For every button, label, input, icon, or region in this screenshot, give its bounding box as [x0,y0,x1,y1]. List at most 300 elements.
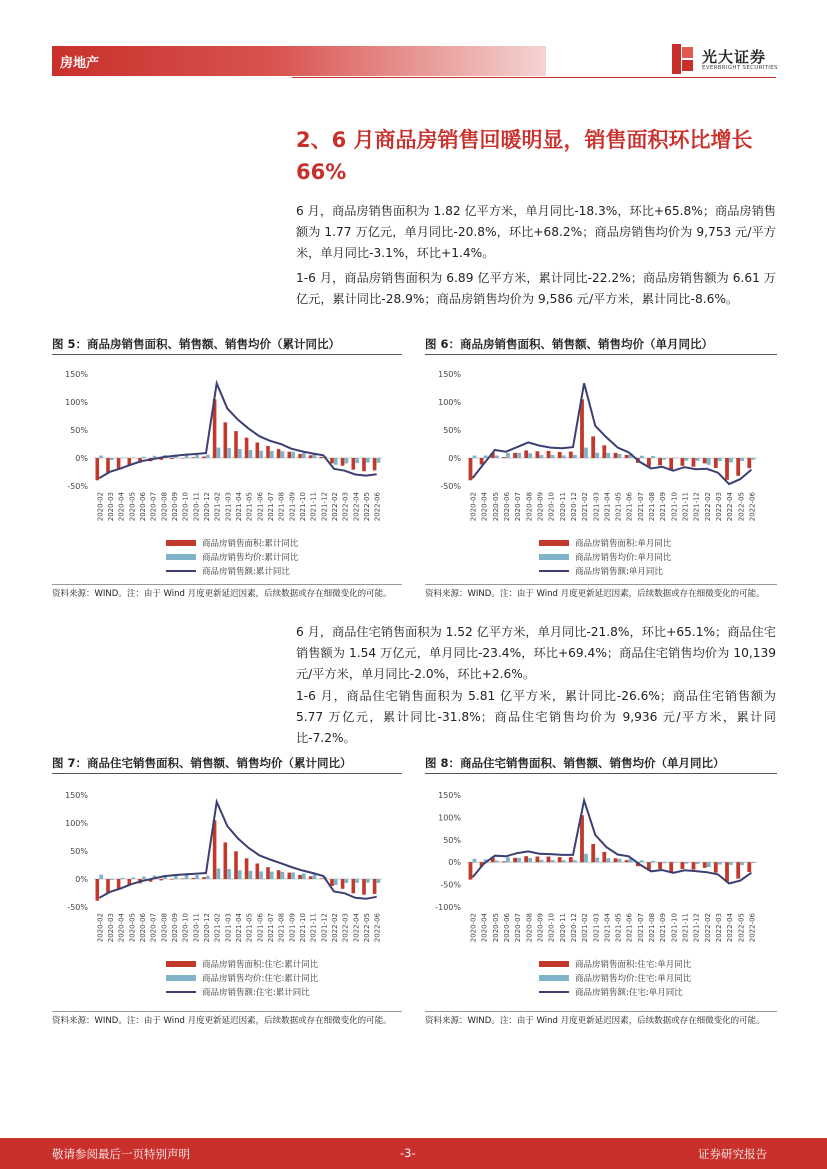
x-tick-label: 2021-03 [224,913,233,943]
legend-swatch [166,961,196,967]
bar-price [473,456,477,458]
bar-area [614,453,618,458]
bar-price [584,448,588,458]
x-tick-label: 2021-09 [659,492,668,522]
x-tick-label: 2021-07 [267,913,275,943]
x-tick-label: 2020-04 [117,492,126,522]
figure-7-bottom-rule [52,1011,402,1012]
y-tick-label: 150% [438,791,461,800]
bar-price [334,458,338,465]
bar-area [256,864,260,880]
bar-price [238,870,242,879]
x-tick-label: 2022-03 [715,492,723,522]
bar-area [558,452,562,458]
x-tick-label: 2021-04 [235,913,243,943]
bar-area [309,876,313,879]
x-tick-label: 2020-07 [149,913,158,943]
x-tick-label: 2021-11 [681,492,690,522]
x-tick-label: 2020-08 [525,913,534,943]
y-tick-label: -50% [67,903,88,912]
x-tick-label: 2021-04 [235,492,243,522]
bar-area [502,861,506,862]
bar-price [595,858,599,863]
x-tick-label: 2020-08 [160,492,169,522]
x-tick-label: 2021-05 [245,492,254,522]
bar-area [352,879,356,893]
bar-area [224,842,228,879]
bar-price [121,878,125,879]
bar-area [202,457,206,459]
bar-price [355,458,359,463]
bar-area [352,458,356,470]
bar-area [703,862,707,868]
bar-area [524,450,528,458]
figure-7-chart [52,783,402,1008]
bar-price [673,458,677,459]
y-tick-label: -50% [440,880,461,890]
bar-area [658,862,662,869]
bar-price [366,458,370,463]
bar-area [373,879,377,894]
bar-area [569,452,573,458]
x-tick-label: 2020-11 [192,913,201,943]
x-tick-label: 2021-09 [288,492,297,522]
bar-price [584,854,588,862]
bar-area [202,877,206,879]
bar-price [355,879,359,883]
bar-area [602,445,606,458]
y-tick-label: 0% [448,858,461,868]
bar-price [540,860,544,862]
x-tick-label: 2020-02 [469,492,478,522]
x-tick-label: 2022-02 [331,492,339,522]
bar-area [362,458,366,471]
legend-swatch [539,961,569,967]
x-tick-label: 2020-06 [139,913,147,943]
y-tick-label: -50% [67,482,88,491]
figure-6-chart [425,362,777,582]
bar-price [345,458,349,463]
bar-price [377,879,381,883]
x-tick-label: 2021-02 [581,913,590,943]
x-tick-label: 2020-06 [503,913,511,943]
x-tick-label: 2020-07 [149,492,158,522]
bar-area [288,452,292,458]
bar-price [110,458,114,460]
x-tick-label: 2020-05 [128,492,137,522]
x-tick-label: 2021-06 [256,492,265,522]
bar-price [195,875,199,879]
x-tick-label: 2021-06 [625,492,634,522]
bar-area [591,844,595,862]
bar-area [341,879,345,889]
bar-area [96,879,100,901]
y-tick-label: 50% [70,847,88,856]
x-tick-label: 2022-04 [352,492,361,522]
bar-price [473,859,477,862]
bar-area [747,862,751,872]
bar-price [206,876,210,879]
x-tick-label: 2021-03 [224,492,233,522]
bar-price [540,455,544,458]
bar-area [725,458,729,480]
x-tick-label: 2020-09 [171,492,179,522]
x-tick-label: 2021-09 [288,913,297,943]
paragraph-1: 6 月，商品房销售面积为 1.82 亿平方米，单月同比-18.3%，环比+65.8%；商品房销售额为 1.77 万亿元，单月同比-20.8%，环比+68.2%；商品房销售均价为 9,753 元/平方米，单月同比-3.1%，环比+1.4%。 [296,204,776,260]
bar-area [96,458,100,480]
bar-price [618,454,622,458]
y-tick-label: 100% [65,398,88,407]
x-tick-label: 2021-10 [670,913,679,943]
bar-price [249,450,253,458]
bar-area [614,858,618,862]
bar-area [703,458,707,463]
bar-price [281,451,285,458]
figure-5-bottom-rule [52,584,402,585]
legend-swatch [539,975,569,981]
bar-area [714,458,718,468]
legend-label: 商品房销售额:累计同比 [202,567,290,577]
x-tick-label: 2022-06 [748,492,757,522]
bar-price [195,455,199,458]
figure-6-bottom-rule [425,584,777,585]
x-tick-label: 2020-10 [181,913,190,943]
bar-area [547,451,551,458]
bar-area [117,458,121,469]
bar-price [142,877,146,880]
x-tick-label: 2021-02 [213,913,222,943]
bar-price [110,879,114,880]
bar-price [227,869,231,879]
bar-area [362,879,366,895]
bar-area [277,449,281,458]
figure-7-source: 资料来源：WIND。注：由于 Wind 月度更新延迟因素，后续数据或存在细微变化的可能。 [52,1016,392,1026]
legend-label: 商品房销售额:单月同比 [575,567,663,577]
legend-label: 商品房销售额:住宅:累计同比 [202,988,310,998]
x-tick-label: 2021-08 [277,492,286,522]
bar-price [131,878,135,880]
figure-6-rule [425,354,777,355]
bar-price [131,458,135,459]
x-tick-label: 2020-04 [480,913,489,943]
x-tick-label: 2021-08 [648,913,656,943]
x-tick-label: 2020-07 [514,913,523,943]
legend-swatch [539,554,569,560]
x-tick-label: 2020-09 [536,492,545,522]
bar-price [673,862,677,863]
x-tick-label: 2021-10 [670,492,679,522]
x-tick-label: 2020-10 [547,913,556,943]
bar-price [573,455,577,458]
bar-area [298,875,302,879]
bar-area [547,857,551,863]
bar-area [160,879,164,880]
bar-price [606,453,610,458]
legend-label: 商品房销售面积:单月同比 [575,539,672,549]
x-tick-label: 2020-02 [96,913,105,943]
x-tick-label: 2021-07 [636,913,645,943]
bar-price [99,875,103,879]
bar-price [562,455,566,458]
x-tick-label: 2021-06 [256,913,265,943]
figure-5-chart [52,362,402,582]
bar-area [234,851,238,879]
bar-area [469,458,473,480]
bar-price [334,879,338,885]
x-tick-label: 2020-05 [491,913,500,943]
bar-area [234,431,238,458]
x-tick-label: 2022-05 [363,492,371,522]
x-tick-label: 2020-11 [558,492,567,522]
bar-price [142,457,146,458]
x-tick-label: 2021-12 [692,492,701,522]
bar-price [281,872,285,879]
x-tick-label: 2022-06 [373,492,382,522]
bar-area [681,862,685,869]
bar-price [685,458,689,461]
bar-price [259,451,263,458]
x-tick-label: 2020-02 [469,913,478,943]
bar-area [524,856,528,862]
y-tick-label: 100% [438,398,461,407]
bar-price [573,860,577,862]
x-tick-label: 2020-12 [570,492,578,522]
legend-label: 商品房销售均价:单月同比 [575,553,672,563]
y-tick-label: -100% [435,903,461,912]
bar-price [217,869,221,880]
bar-price [718,458,722,461]
bar-price [696,862,700,864]
y-tick-label: 150% [65,370,88,379]
bar-area [536,451,540,458]
figure-8-title: 图 8：商品住宅销售面积、销售额、销售均价（单月同比） [425,756,725,770]
figure-5-rule [52,354,402,355]
bar-area [625,860,629,862]
x-tick-label: 2020-03 [107,913,115,943]
y-tick-label: -50% [440,482,461,491]
y-tick-label: 0% [75,875,88,884]
bar-price [345,879,349,883]
paragraph-4: 1-6 月，商品住宅销售面积为 5.81 亿平方米，累计同比-26.6%；商品住宅销售额为 5.77 万亿元，累计同比-31.8%；商品住宅销售均价为 9,936 元/平方米，累计同比-7.2%。 [296,689,776,745]
x-tick-label: 2021-03 [592,913,601,943]
bar-price [313,874,317,879]
x-tick-label: 2020-05 [128,913,137,943]
bar-area [513,858,517,862]
bar-price [707,862,711,867]
y-tick-label: 50% [70,426,88,435]
bar-price [740,862,744,865]
legend-label: 商品房销售面积:住宅:累计同比 [202,960,319,970]
paragraph-2: 1-6 月，商品房销售面积为 6.89 亿平方米，累计同比-22.2%；商品房销售额为 6.61 万亿元，累计同比-28.9%；商品房销售均价为 9,586 元/平方米，累计同比-8.6%。 [296,271,776,306]
bar-area [681,458,685,466]
legend-label: 商品房销售面积:累计同比 [202,539,299,549]
x-tick-label: 2020-09 [171,913,179,943]
bar-area [181,879,185,880]
x-tick-label: 2020-03 [107,492,115,522]
bar-price [249,871,253,879]
x-tick-label: 2021-02 [581,492,590,522]
y-tick-label: 0% [75,454,88,463]
bar-price [528,858,532,862]
bar-area [266,867,270,879]
brand-name: 光大证券 [702,48,767,66]
legend-swatch [166,554,196,560]
bar-price [740,458,744,461]
bar-area [625,455,629,458]
bar-price [562,860,566,862]
x-tick-label: 2020-04 [480,492,489,522]
bar-price [718,862,722,864]
bar-price [217,448,221,458]
bar-price [640,456,644,458]
figure-8-chart [425,783,777,1008]
figure-8-bottom-rule [425,1011,777,1012]
bar-area [692,862,696,869]
bar-area [298,454,302,458]
brand-logo [672,44,782,76]
x-tick-label: 2020-12 [203,913,211,943]
y-tick-label: 150% [65,791,88,800]
header-bar [52,46,546,76]
bar-area [373,458,377,470]
bar-area [288,873,292,879]
bar-area [106,458,110,473]
footer-report-type: 证券研究报告 [698,1147,767,1161]
bar-price [506,857,510,862]
x-tick-label: 2021-04 [603,913,612,943]
x-tick-label: 2022-05 [737,913,746,943]
bar-area [513,453,517,458]
bar-area [669,458,673,470]
footer-disclaimer-link[interactable]: 敬请参阅最后一页特别声明 [52,1147,190,1161]
x-tick-label: 2021-11 [309,913,318,943]
bar-price [696,458,700,461]
bar-area [224,422,228,458]
x-tick-label: 2021-04 [603,492,612,522]
bar-area [245,438,249,458]
x-tick-label: 2020-06 [139,492,147,522]
bar-area [736,862,740,878]
line-sales-amount [473,800,752,883]
x-tick-label: 2020-08 [160,913,169,943]
bar-price [528,453,532,458]
paragraph-3: 6 月，商品住宅销售面积为 1.52 亿平方米，单月同比-21.8%，环比+65.1%；商品住宅销售额为 1.54 万亿元，单月同比-23.4%，环比+69.4%；商品住宅销售均价为 10,139 元/平方米，单月同比-2.0%，环比+2.6%。 [296,625,776,681]
bar-price [551,455,555,458]
bar-area [256,443,260,459]
x-tick-label: 2021-07 [267,492,275,522]
x-tick-label: 2020-04 [117,913,126,943]
bar-price [484,456,488,459]
line-sales-amount [473,383,752,484]
bar-area [569,857,573,862]
x-tick-label: 2022-02 [703,913,712,943]
x-tick-label: 2022-06 [748,913,757,943]
bar-area [591,436,595,458]
bar-price [618,859,622,862]
bar-area [266,446,270,458]
brand-mark-icon [672,44,694,74]
figure-5-source: 资料来源：WIND。注：由于 Wind 月度更新延迟因素，后续数据或存在细微变化的可能。 [52,589,392,599]
bar-price [185,875,189,879]
bar-price [751,458,755,460]
bar-price [685,862,689,864]
bar-price [270,872,274,879]
bar-area [192,457,196,458]
bar-price [640,860,644,862]
legend-label: 商品房销售均价:住宅:累计同比 [202,974,319,984]
x-tick-label: 2021-06 [625,913,634,943]
bar-price [551,860,555,862]
bar-area [658,458,662,465]
bar-price [495,860,499,862]
bar-price [270,451,274,458]
bar-price [651,456,655,458]
bar-price [259,871,263,879]
bar-price [366,879,370,883]
bar-price [606,858,610,862]
bar-area [469,862,473,879]
bar-area [330,458,334,463]
bar-area [725,862,729,882]
x-tick-label: 2021-02 [213,492,222,522]
bar-area [106,879,110,893]
bar-price [662,862,666,863]
bar-area [192,878,196,879]
x-tick-label: 2022-06 [373,913,382,943]
bar-price [206,455,210,458]
x-tick-label: 2020-09 [536,913,545,943]
x-tick-label: 2021-09 [659,913,668,943]
y-tick-label: 100% [438,813,461,823]
x-tick-label: 2022-03 [715,913,723,943]
page-number: -3- [400,1146,416,1160]
bar-price [377,458,381,463]
x-tick-label: 2021-11 [309,492,318,522]
legend-label: 商品房销售额:住宅:单月同比 [575,988,683,998]
bar-price [302,874,306,880]
bar-area [320,457,324,458]
x-tick-label: 2021-05 [614,492,623,522]
figure-7-title: 图 7：商品住宅销售面积、销售额、销售均价（累计同比） [52,756,352,770]
bar-area [747,458,751,468]
bar-area [181,458,185,459]
x-tick-label: 2020-10 [181,492,190,522]
bar-area [309,455,313,458]
x-tick-label: 2021-12 [320,913,329,943]
bar-area [736,458,740,476]
legend-label: 商品房销售均价:累计同比 [202,553,299,563]
bar-price [99,456,103,458]
bar-price [302,453,306,458]
x-tick-label: 2020-07 [514,492,523,522]
x-tick-label: 2022-04 [726,492,735,522]
x-tick-label: 2020-02 [96,492,105,522]
header-rule [292,77,776,78]
x-tick-label: 2021-05 [614,913,623,943]
x-tick-label: 2021-10 [299,492,307,522]
legend-label: 商品房销售均价:住宅:单月同比 [575,974,692,984]
bar-price [517,858,521,862]
x-tick-label: 2021-10 [299,913,307,943]
legend-swatch [166,975,196,981]
x-tick-label: 2021-05 [245,913,254,943]
legend-label: 商品房销售面积:住宅:单月同比 [575,960,692,970]
x-tick-label: 2022-02 [703,492,712,522]
bar-area [277,870,281,879]
x-tick-label: 2022-04 [726,913,735,943]
x-tick-label: 2020-11 [558,913,567,943]
x-tick-label: 2020-05 [491,492,500,522]
